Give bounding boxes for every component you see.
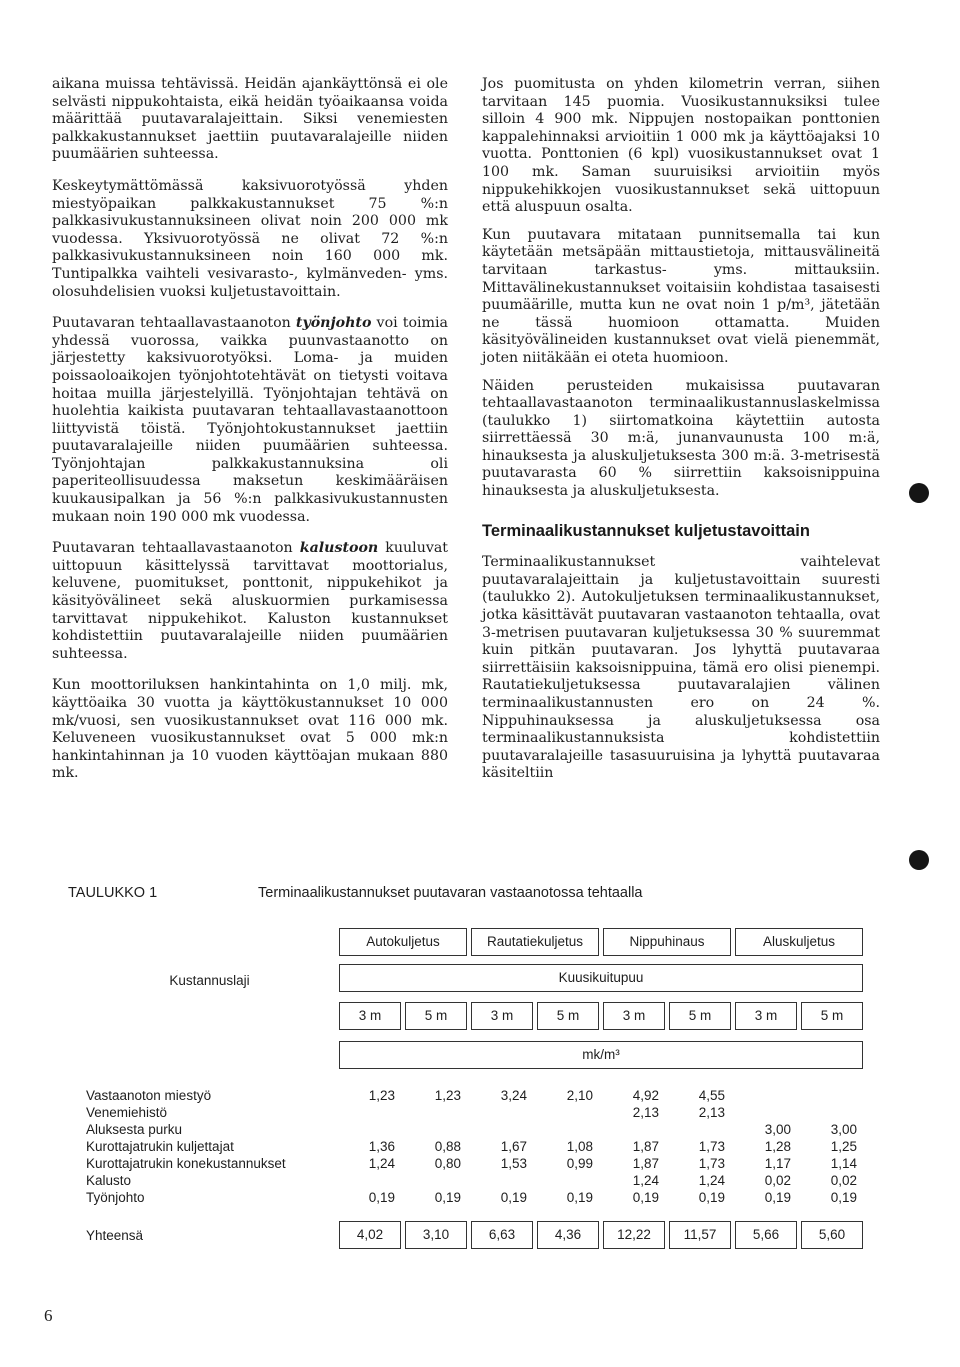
table-cell xyxy=(733,1104,791,1121)
mode-header: Autokuljetus xyxy=(339,928,467,956)
table-cell xyxy=(535,1104,593,1121)
table-cell xyxy=(403,1104,461,1121)
mode-header: Nippuhinaus xyxy=(603,928,731,956)
length-header: 5 m xyxy=(537,1002,599,1030)
table-cell: 1,08 xyxy=(566,1139,594,1154)
table-cell xyxy=(469,1172,527,1189)
table-cell xyxy=(403,1121,461,1138)
cost-type-name: Työnjohto xyxy=(86,1190,145,1205)
table-cell: 1,53 xyxy=(500,1156,528,1171)
total-value: 5,66 xyxy=(735,1221,797,1249)
section-heading: Terminaalikustannukset kuljetustavoittain xyxy=(482,521,810,540)
value-column xyxy=(469,1087,535,1206)
table-cell: 1,25 xyxy=(830,1139,858,1154)
table-cell: 3,00 xyxy=(830,1122,858,1137)
table-cell: 0,19 xyxy=(830,1190,858,1205)
table-cell: 1,36 xyxy=(368,1139,395,1154)
table-cell: 0,02 xyxy=(830,1173,858,1188)
table-cell xyxy=(337,1172,395,1189)
table-cell: 1,23 xyxy=(368,1088,395,1103)
total-row xyxy=(82,1216,865,1254)
table-cell: 0,19 xyxy=(764,1190,792,1205)
table-cell xyxy=(667,1121,725,1138)
table-cell xyxy=(469,1121,527,1138)
length-header: 5 m xyxy=(669,1002,731,1030)
paragraph: Puutavaran tehtaallavastaanoton kalustoon kuuluvat uittopuun käsittelyssä tarvittavat moottorialus, keluvene, puomitukset, ponttonit, nippukehikot ja käsityövälineet sekä aluskuormien purkamisessa tarvittavat nippukehikot. Kaluston kustannukset kohdistettiin puutavaralajeille niiden puumäärien suhteessa. xyxy=(52,540,449,662)
table-cell: 1,67 xyxy=(500,1139,528,1154)
paragraph: Kun puutavara mitataan punnitsemalla tai kun käytetään metsäpään mittaustietoja, mittausvälineitä tarvitaan tarkastus- yms. mittauksiin. Mittavälinekustannukset voitaisiin kohdistaa tasaisesti puumäärille, mutta kun ne ovat noin 1 p/m³, jätetään ne tässä huomioon ottamatta. Muiden käsityövälineiden kustannukset ovat vielä pienemmät, joten niitäkään ei oteta huomioon. xyxy=(482,226,880,366)
length-header: 3 m xyxy=(735,1002,797,1030)
cost-type-name: Vastaanoton miestyö xyxy=(86,1088,212,1103)
emphasis-term: työnjohto xyxy=(295,315,372,332)
cost-type-names xyxy=(82,1087,337,1206)
table-cell xyxy=(469,1104,527,1121)
mode-header: Aluskuljetus xyxy=(735,928,863,956)
value-column xyxy=(535,1087,601,1206)
table-cell: 0,19 xyxy=(434,1190,462,1205)
total-value: 12,22 xyxy=(603,1221,665,1249)
table-cell xyxy=(535,1121,593,1138)
value-column xyxy=(337,1087,403,1206)
table-cell: 1,73 xyxy=(698,1139,726,1154)
table-cell: 1,73 xyxy=(698,1156,726,1171)
table-cell: 3,24 xyxy=(500,1088,528,1103)
value-column xyxy=(667,1087,733,1206)
table-cell: 1,24 xyxy=(632,1173,660,1188)
paragraph: Keskeytymättömässä kaksivuorotyössä yhden miestyöpaikan palkkakustannukset 75 %:n palkkasivukustannuksineen olivat noin 200 000 mk vuodessa. Yksivuorotyössä ne olivat 72 %:n palkkasivukustannuksineen noin 160 000 mk. Tuntipalkka vaihteli vesivarasto-, kylmänveden- yms. olosuhdelisien vuoksi kuljetustavoittain. xyxy=(52,177,448,300)
paragraph: Kun moottoriluksen hankintahinta on 1,0 milj. mk, käyttöaika 30 vuotta ja käyttökustannukset 10 000 mk/vuosi, sen vuosikustannukset ovat 116 000 mk. Keluveneen vuosikustannukset ovat 5 000 mk:n hankintahinnan ja 10 vuoden käyttöajan mukaan 880 mk. xyxy=(52,677,448,782)
table-cell: 0,19 xyxy=(368,1190,395,1205)
row-header: Kustannuslaji xyxy=(169,972,250,988)
cost-type-name: Venemiehistö xyxy=(86,1105,168,1120)
binder-hole-mark xyxy=(909,850,929,870)
table-label: TAULUKKO 1 xyxy=(68,885,158,901)
table-cell xyxy=(601,1121,659,1138)
table-cell: 1,17 xyxy=(764,1156,792,1171)
table-cell: 0,19 xyxy=(632,1190,660,1205)
total-value: 6,63 xyxy=(471,1221,533,1249)
table-cell xyxy=(535,1172,593,1189)
value-column xyxy=(601,1087,667,1206)
binder-hole-mark xyxy=(909,483,929,503)
table-cell: 3,00 xyxy=(764,1122,792,1137)
table-cell: 2,10 xyxy=(566,1088,594,1103)
total-value: 3,10 xyxy=(405,1221,467,1249)
unit-group-header: Kuusikuitupuu xyxy=(339,964,863,992)
table-cell: 1,14 xyxy=(830,1156,858,1171)
cost-type-name: Kurottajatrukin kuljettajat xyxy=(86,1139,234,1154)
table-cell: 0,19 xyxy=(566,1190,594,1205)
total-value: 4,36 xyxy=(537,1221,599,1249)
table-cell xyxy=(337,1121,395,1138)
value-column xyxy=(799,1087,865,1206)
unit-header: mk/m³ xyxy=(339,1041,863,1069)
total-value: 11,57 xyxy=(669,1221,731,1249)
cost-type-name: Kurottajatrukin konekustannukset xyxy=(86,1156,286,1171)
table-cell: 0,02 xyxy=(764,1173,792,1188)
table-cell: 4,55 xyxy=(698,1088,726,1103)
table-title: Terminaalikustannukset puutavaran vastaanotossa tehtaalla xyxy=(258,885,643,901)
mode-header: Rautatiekuljetus xyxy=(471,928,599,956)
table-cell: 1,87 xyxy=(632,1139,660,1154)
paragraph: Puutavaran tehtaallavastaanoton työnjohto voi toimia yhdessä vuorossa, vaikka puunvastaanotto on järjestetty kaksivuorotyöksi. Loma- ja muiden poissaoloaikojen työnjohtotehtävät on tietysti voitava hoitaa muilla järjestelyillä. Työnjohtajan tehtävä on huolehtia kaikista puutavaran tehtaallavastaanottoon liittyvistä töistä. Työnjohtokustannukset jaettiin puutavaralajeille niiden puumäärien suhteessa. Työnjohtajan palkkakustannuksina oli paperiteollisuudessa maksetun keskimääräisen kuukausipalkan ja 56 %:n palkkasivukustannusten mukaan noin 190 000 mk vuodessa. xyxy=(52,315,448,525)
paragraph: aikana muissa tehtävissä. Heidän ajankäyttönsä ei ole selvästi nippukohtaista, eikä heidän työaikaansa voida määrittää puutavaralajeittain. Siksi venemiesten palkkakustannukset jaettiin puutavaralajeille niiden puumäärien suhteessa. xyxy=(52,76,448,163)
cost-table xyxy=(82,925,865,1254)
table-cell: 1,24 xyxy=(698,1173,726,1188)
table-cell: 0,99 xyxy=(566,1156,594,1171)
data-rows xyxy=(82,1087,865,1206)
table-cell: 2,13 xyxy=(632,1105,660,1120)
table-cell: 0,19 xyxy=(698,1190,726,1205)
emphasis-term: kalustoon xyxy=(299,540,379,557)
table-cell: 1,28 xyxy=(764,1139,792,1154)
value-column xyxy=(403,1087,469,1206)
length-header: 3 m xyxy=(471,1002,533,1030)
total-value: 5,60 xyxy=(801,1221,863,1249)
table-cell xyxy=(733,1087,791,1104)
table-cell: 1,24 xyxy=(368,1156,395,1171)
paragraph: Näiden perusteiden mukaisissa puutavaran tehtaallavastaanoton terminaalikustannuslaskelmissa (taulukko 1) siirtomatkoina käytettiin autosta siirrettäessä 30 m:ä, junanvaunusta 100 m:ä, hinauksesta ja aluskuljetuksesta 300 m:ä. 3-metrisestä puutavarasta 60 % siirrettiin kaksoisnippuina hinauksesta ja aluskuljetuksesta. xyxy=(482,377,880,500)
table-cell xyxy=(799,1087,857,1104)
table-cell: 4,92 xyxy=(632,1088,660,1103)
total-label: Yhteensä xyxy=(86,1227,144,1243)
table-cell: 1,23 xyxy=(434,1088,462,1103)
table-cell: 2,13 xyxy=(698,1105,726,1120)
table-cell: 0,19 xyxy=(500,1190,528,1205)
length-header: 3 m xyxy=(339,1002,401,1030)
total-value: 4,02 xyxy=(339,1221,401,1249)
cost-type-name: Aluksesta purku xyxy=(86,1122,183,1137)
table-cell: 0,80 xyxy=(434,1156,462,1171)
left-column xyxy=(52,76,448,797)
length-header: 3 m xyxy=(603,1002,665,1030)
length-header: 5 m xyxy=(801,1002,863,1030)
table-cell xyxy=(799,1104,857,1121)
length-header: 5 m xyxy=(405,1002,467,1030)
table-cell: 0,88 xyxy=(434,1139,462,1154)
paragraph: Terminaalikustannukset vaihtelevat puutavaralajeittain ja kuljetustavoittain suuresti (taulukko 2). Autokuljetuksen terminaalikustannukset, jotka käsittävät puutavaran vastaanoton tehtaalla, ovat 3-metrisen puutavaran kuljetuksessa 30 % suuremmat kuin pitkän puutavaran. Jos lyhyttä puutavaraa siirrettäisiin kaksoisnippuina, tämä ero olisi pienempi. Rautatiekuljetuksessa puutavaralajien välinen terminaalikustannusten ero on 24 %. Nippuhinauksessa ja aluskuljetuksessa osa terminaalikustannuksista kohdistettiin puutavaralajeille tasasuuruisina ja lyhyttä puutavaraa käsiteltiin xyxy=(482,554,880,782)
value-column xyxy=(733,1087,799,1206)
cost-type-name: Kalusto xyxy=(86,1173,132,1188)
paragraph: Jos puomitusta on yhden kilometrin verran, siihen tarvitaan 145 puomia. Vuosikustannuksiksi tulee silloin 4 900 mk. Nippujen nostopaikan ponttonien kappalehinnaksi arvioitiin 1 000 mk ja käyttöajaksi 10 vuotta. Ponttonien (6 kpl) vuosikustannukset ovat 1 100 mk. Saman suuruisiksi arvioitiin myös nippukehikkojen vuosikustannukset sekä uittopuun että aluspuun osalta. xyxy=(482,76,880,216)
table-cell xyxy=(337,1104,395,1121)
right-column xyxy=(482,76,880,797)
table-cell: 1,87 xyxy=(632,1156,660,1171)
table-cell xyxy=(403,1172,461,1189)
page-number: 6 xyxy=(44,1306,53,1325)
